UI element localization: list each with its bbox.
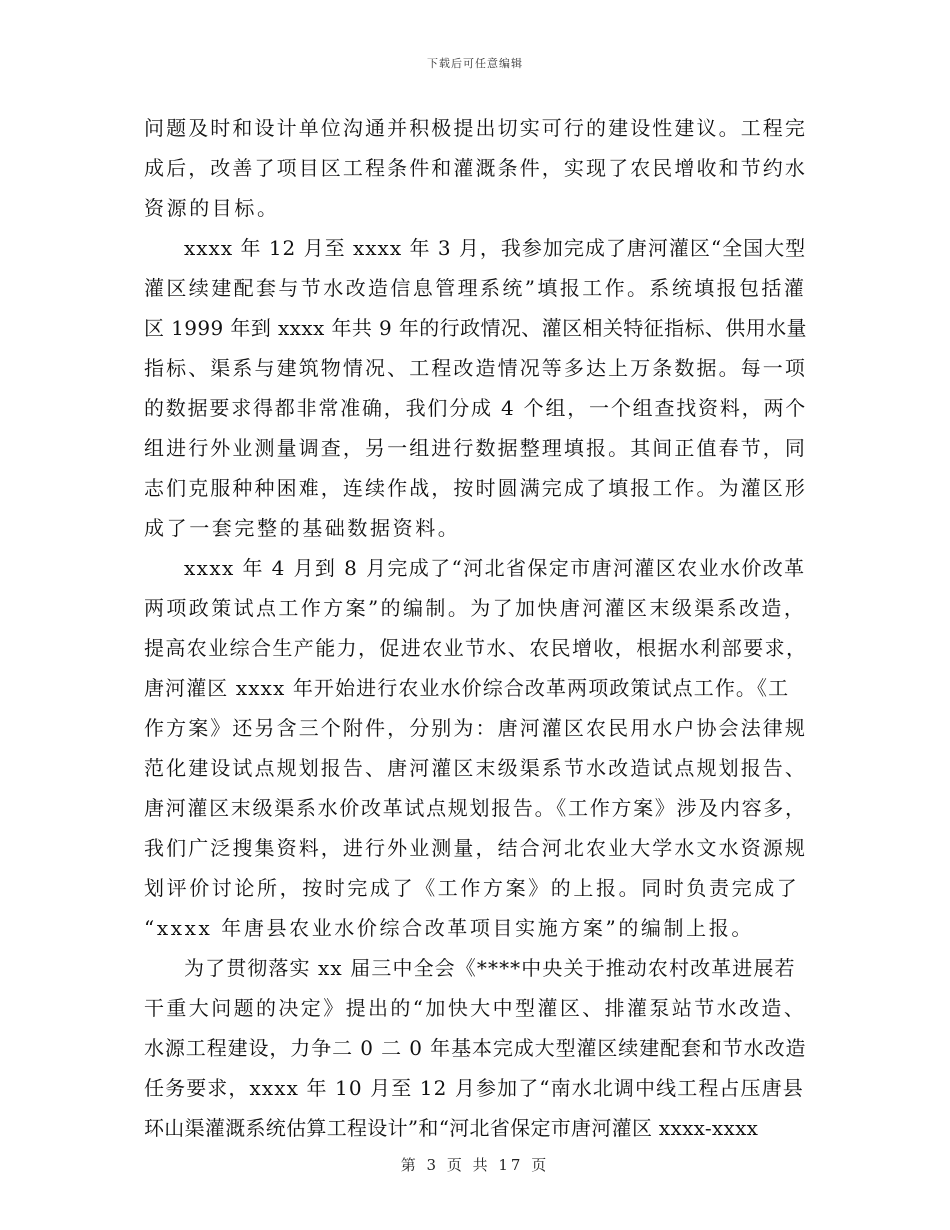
page-header: 下载后可任意编辑 (427, 57, 523, 70)
text-line: 两项政策试点工作方案”的编制。为了加快唐河灌区末级渠系改造， (144, 596, 807, 620)
text-line: 问题及时和设计单位沟通并积极提出切实可行的建设性建议。工程完 (144, 116, 807, 140)
text-line: 干重大问题的决定》提出的“加快大中型灌区、排灌泵站节水改造、 (144, 996, 807, 1020)
text-line: 资源的目标。 (144, 196, 280, 220)
text-line: 我们广泛搜集资料，进行外业测量，结合河北农业大学水文水资源规 (144, 836, 807, 860)
text-line: 的数据要求得都非常准确，我们分成 4 个组，一个组查找资料，两个 (144, 396, 808, 420)
text-line: xxxx 年 4 月到 8 月完成了“河北省保定市唐河灌区农业水价改革 (184, 556, 806, 580)
text-line: 唐河灌区 xxxx 年开始进行农业水价综合改革两项政策试点工作。《工 (144, 676, 790, 700)
text-line: 指标、渠系与建筑物情况、工程改造情况等多达上万条数据。每一项 (144, 356, 807, 380)
text-line: 唐河灌区末级渠系水价改革试点规划报告。《工作方案》涉及内容多， (144, 796, 807, 820)
text-line: 作方案》还另含三个附件，分别为：唐河灌区农民用水户协会法律规 (144, 716, 807, 740)
text-line: 划评价讨论所，按时完成了《工作方案》的上报。同时负责完成了 (144, 876, 800, 900)
text-line: 成了一套完整的基础数据资料。 (144, 516, 461, 540)
text-line: 区 1999 年到 xxxx 年共 9 年的行政情况、灌区相关特征指标、供用水量 (144, 316, 807, 340)
text-line: 水源工程建设，力争二 0 二 0 年基本完成大型灌区续建配套和节水改造 (144, 1036, 807, 1060)
text-line: 为了贯彻落实 xx 届三中全会《****中央关于推动农村改革进展若 (184, 956, 796, 980)
text-line: 志们克服种种困难，连续作战，按时圆满完成了填报工作。为灌区形 (144, 476, 807, 500)
text-line: 任务要求，xxxx 年 10 月至 12 月参加了“南水北调中线工程占压唐县 (144, 1076, 804, 1100)
text-line: 灌区续建配套与节水改造信息管理系统”填报工作。系统填报包括灌 (144, 276, 807, 300)
body-text (144, 108, 808, 1148)
page-number: 第 3 页 共 17 页 (400, 1156, 550, 1174)
text-line: 成后，改善了项目区工程条件和灌溉条件，实现了农民增收和节约水 (144, 156, 807, 180)
text-line: “xxxx 年唐县农业水价综合改革项目实施方案”的编制上报。 (144, 916, 754, 940)
text-line: 组进行外业测量调查，另一组进行数据整理填报。其间正值春节，同 (144, 436, 807, 460)
text-line: 环山渠灌溉系统估算工程设计”和“河北省保定市唐河灌区 xxxx-xxxx (144, 1116, 759, 1140)
text-line: xxxx 年 12 月至 xxxx 年 3 月，我参加完成了唐河灌区“全国大型 (184, 236, 807, 260)
text-line: 范化建设试点规划报告、唐河灌区末级渠系节水改造试点规划报告、 (144, 756, 807, 780)
text-line: 提高农业综合生产能力，促进农业节水、农民增收，根据水利部要求， (144, 636, 808, 660)
